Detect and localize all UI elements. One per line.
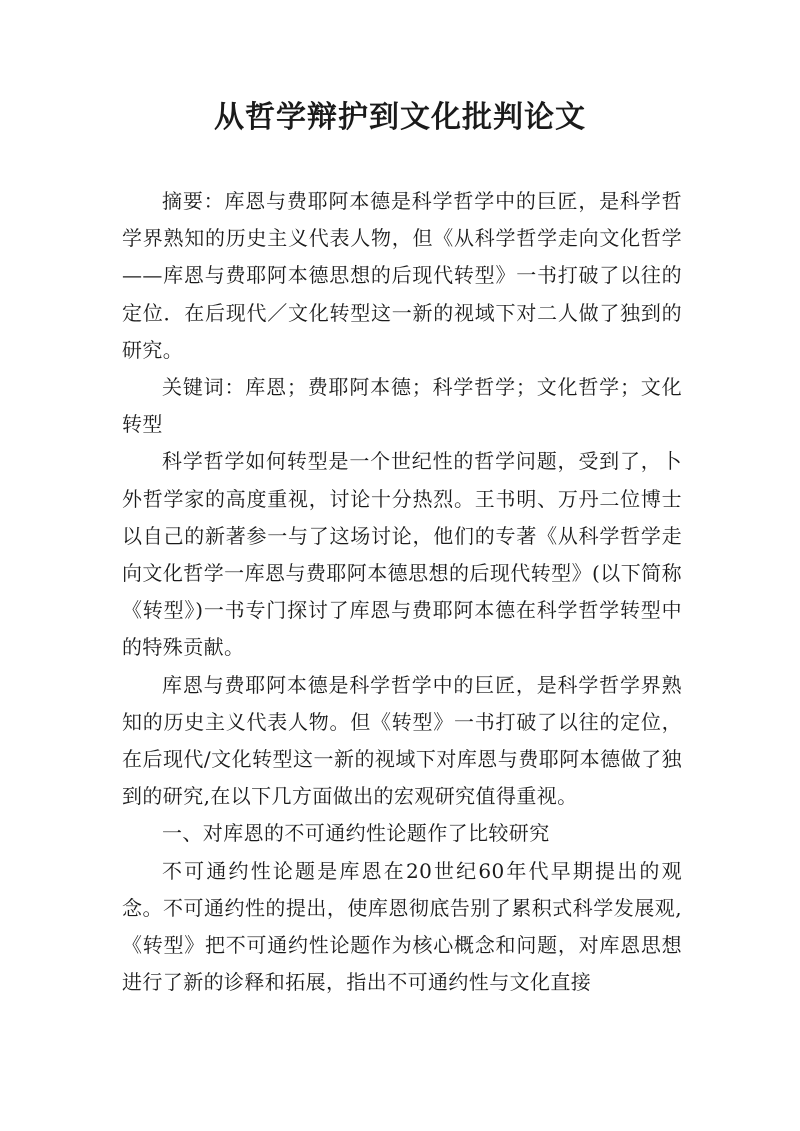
- body-paragraph: 不可通约性论题是库恩在20世纪60年代早期提出的观念。不可通约性的提出，使库恩彻底告别了累积式科学发展观,《转型》把不可通约性论题作为核心概念和问题，对库恩思想进行了新的诊释和拓展，指出不可通约性与文化直接: [122, 858, 682, 995]
- document-body: [122, 183, 682, 1001]
- body-paragraph: 科学哲学如何转型是一个世纪性的哲学问题，受到了，卜外哲学家的高度重视，讨论十分热烈。王书明、万丹二位博士以自己的新著参一与了这场讨论，他们的专著《从科学哲学走向文化哲学一库恩与费耶阿本德思想的后现代转型》(以下简称《转型》)一书专门探讨了库恩与费耶阿本德在科学哲学转型中的特殊贡献。: [122, 449, 682, 660]
- abstract-paragraph: 摘要：库恩与费耶阿本德是科学哲学中的巨匠，是科学哲学界熟知的历史主义代表人物，但《从科学哲学走向文化哲学——库恩与费耶阿本德思想的后现代转型》一书打破了以往的定位．在后现代／文化转型这一新的视域下对二人做了独到的研究。: [122, 189, 682, 362]
- document-title: 从哲学辩护到文化批判论文: [214, 100, 586, 135]
- keywords-paragraph: 关键词：库恩；费耶阿本德；科学哲学；文化哲学；文化转型: [122, 375, 682, 437]
- body-paragraph: 库恩与费耶阿本德是科学哲学中的巨匠，是科学哲学界熟知的历史主义代表人物。但《转型》一书打破了以往的定位，在后现代/文化转型这一新的视域下对库恩与费耶阿本德做了独到的研究,在以下几方面做出的宏观研究值得重视。: [122, 672, 682, 809]
- section-heading: 一、对库恩的不可通约性论题作了比较研究: [162, 821, 550, 846]
